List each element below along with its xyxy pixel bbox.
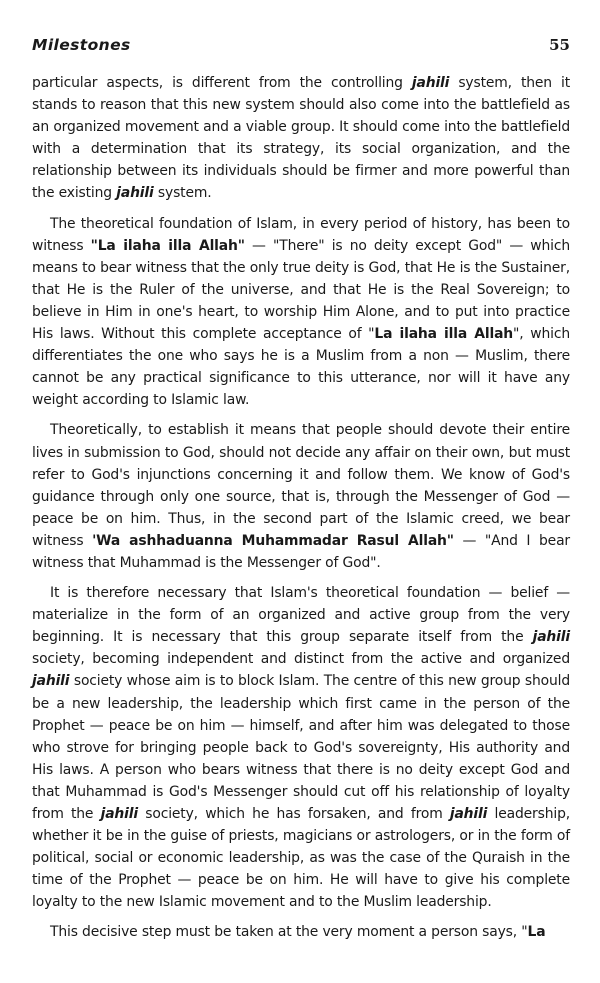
page-number: 55: [549, 36, 570, 54]
emphasis-term: jahili: [116, 185, 154, 202]
book-title: Milestones: [32, 36, 131, 54]
bold-phrase: La ilaha illa Allah: [374, 326, 514, 343]
text-span: Theoretically, to establish it means that people should devote their entire lives in submission to God, should not decide any affair on their own, but must refer to God's injunctions concerning it and follow them. We know of God's guidance through only one source, that is, through the Messenger of God — peace be on him. Thus, in the second part of the Islamic creed, we bear witness: [32, 422, 570, 549]
emphasis-term: jahili: [32, 673, 70, 690]
text-span: system.: [153, 185, 212, 202]
emphasis-term: jahili: [532, 629, 570, 646]
text-span: particular aspects, is different from the controlling: [32, 75, 412, 91]
text-span: The theoretical foundation of Islam, in every period of history, has been to witness: [32, 215, 570, 254]
text-span: — "There" is no deity except God" — which means to bear witness that the only true deity is God, that He is the Sustainer, that He is the Ruler of the universe, and that He is the Real Sovereign; to believe in Him in one's heart, to worship Him Alone, and to put into practice His laws. Without this complete acceptance of ": [32, 237, 570, 343]
emphasis-term: jahili: [411, 75, 450, 91]
paragraph-1: [32, 72, 570, 205]
text-span: leadership, whether it be in the guise of priests, magicians or astrologers, or in the form of political, social or economic leadership, as was the case of the Quraish in the time of the Prophet — peace be on him. He will have to give his complete loyalty to the new Islamic movement and to the Muslim leadership.: [32, 806, 570, 911]
bold-phrase: La: [527, 924, 546, 941]
text-span: — "And I bear witness that Muhammad is the Messenger of God".: [32, 532, 570, 571]
text-span: ", which differentiates the one who says he is a Muslim from a non — Muslim, there cannot be any practical significance to this utterance, nor will it have any weight according to Islamic law.: [32, 326, 570, 409]
text-span: society whose aim is to block Islam. The centre of this new group should be a new leadership, the leadership which first came in the person of the Prophet — peace be on him — himself, and after him was delegated to those who strove for bringing people back to God's sovereignty, His authority and His laws. A person who bears witness that there is no deity except God and that Muhammad is God's Messenger should cut off his relationship of loyalty from the: [32, 673, 570, 822]
emphasis-term: jahili: [449, 806, 488, 822]
text-span: system, then it stands to reason that this new system should also come into the battlefield as an organized movement and a viable group. It should come into the battlefield with a determination that its strategy, its social organization, and the relationship between its individuals should be firmer and more powerful than the existing: [32, 75, 571, 202]
paragraph-4: [32, 582, 570, 913]
paragraph-2: [32, 213, 570, 412]
emphasis-term: jahili: [100, 806, 139, 822]
text-span: society, which he has forsaken, and from: [138, 806, 450, 822]
paragraph-3: [32, 419, 570, 574]
bold-phrase: 'Wa ashhaduanna Muhammadar Rasul Allah": [92, 532, 454, 549]
text-span: It is therefore necessary that Islam's theoretical foundation — belief — materialize in the form of an organized and active group from the very beginning. It is necessary that this group separate itself from the: [32, 585, 570, 646]
paragraph-5: [32, 921, 570, 943]
text-span: This decisive step must be taken at the very moment a person says, ": [50, 924, 528, 941]
body-text: [32, 72, 570, 944]
bold-phrase: "La ilaha illa Allah": [90, 237, 245, 254]
text-span: society, becoming independent and distinct from the active and organized: [32, 651, 570, 668]
running-header: [32, 36, 570, 54]
